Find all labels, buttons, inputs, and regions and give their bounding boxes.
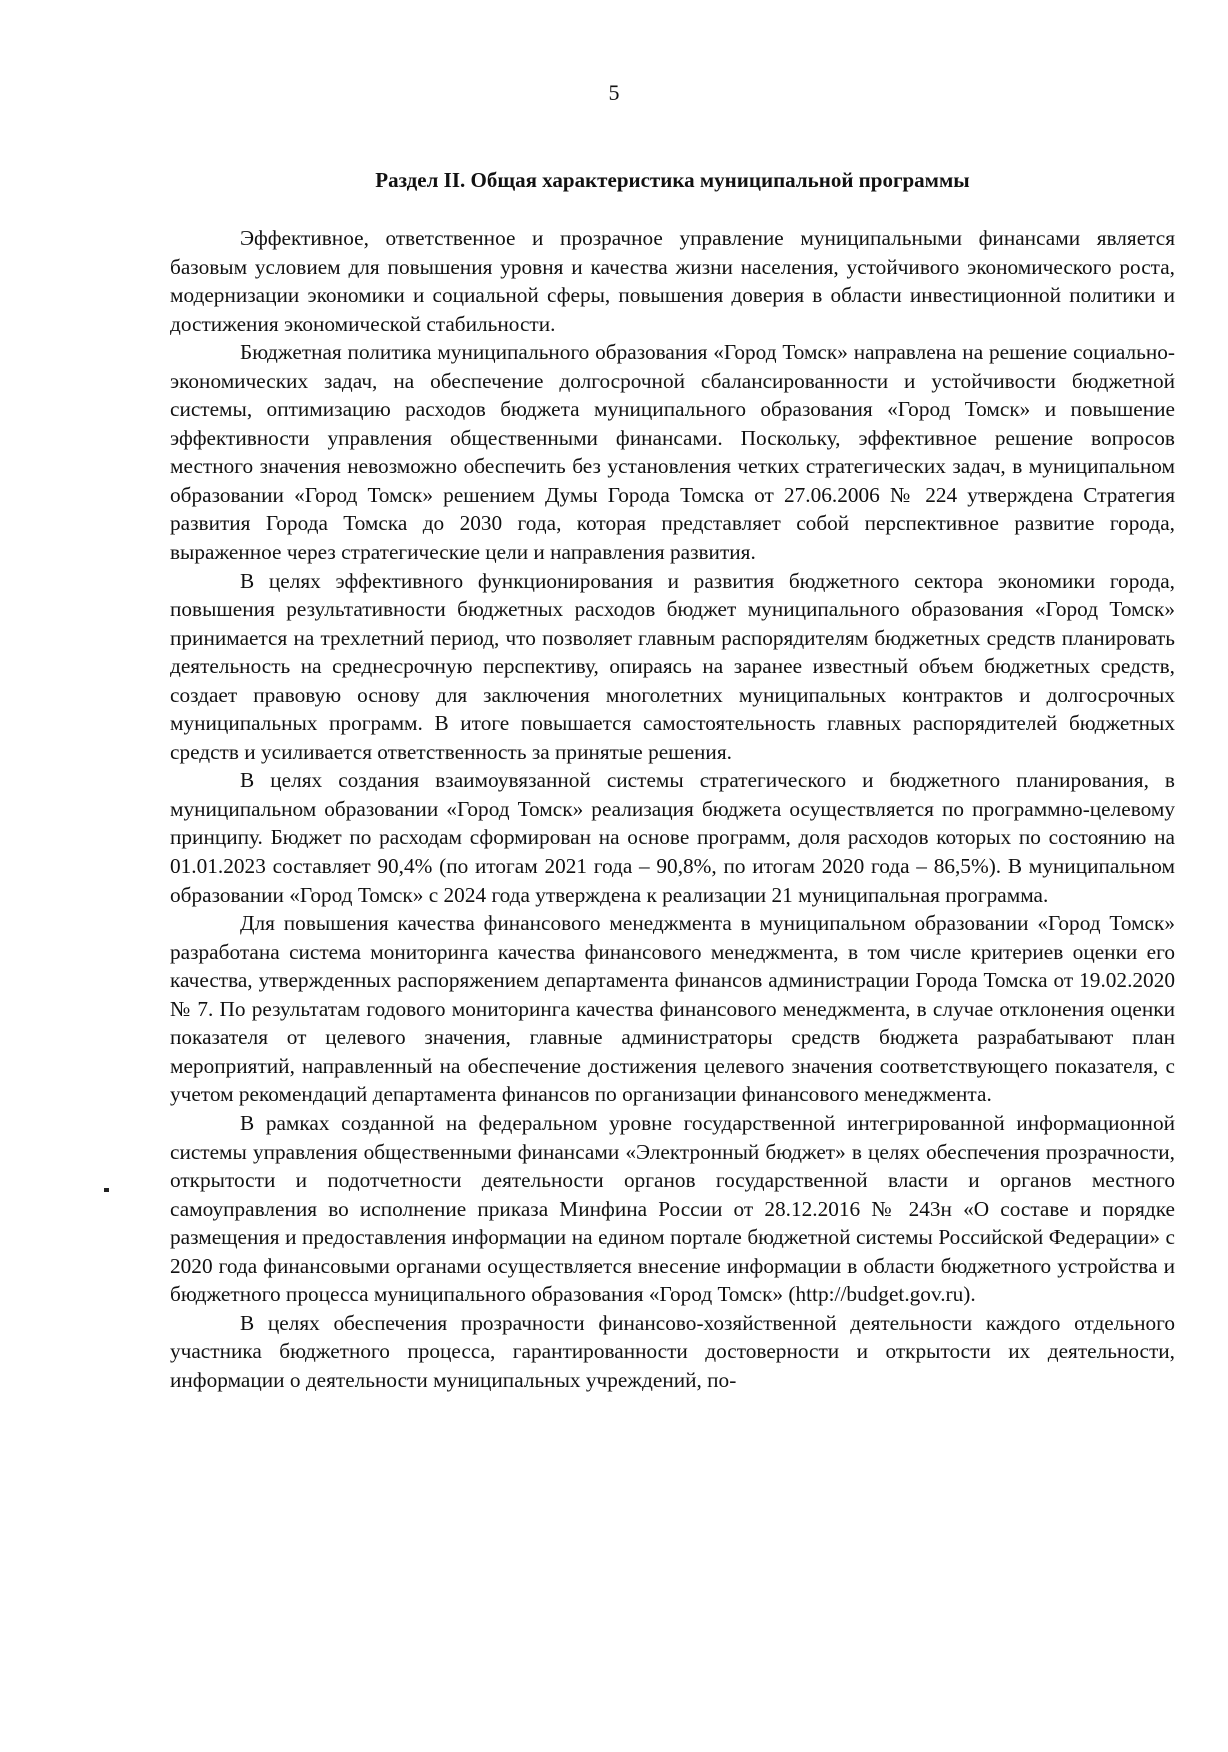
paragraph: В рамках созданной на федеральном уровне государственной интегрированной информационной системы управления общественными финансами «Электронный бюджет» в целях обеспечения прозрачности, открытости и подотчетности деятельности органов государственной власти и органов местного самоуправления во исполнение приказа Минфина России от 28.12.2016 № 243н «О составе и порядке размещения и предоставления информации на едином портале бюджетной системы Российской Федерации» с 2020 года финансовыми органами осуществляется внесение информации в области бюджетного устройства и бюджетного процесса муниципального образования «Город Томск» (http://budget.gov.ru).: [170, 1110, 1175, 1307]
paragraph: Бюджетная политика муниципального образования «Город Томск» направлена на решение социально-экономических задач, на обеспечение долгосрочной сбалансированности и устойчивости бюджетной системы, оптимизацию расходов бюджета муниципального образования «Город Томск» и повышение эффективности управления общественными финансами. Поскольку, эффективное решение вопросов местного значения невозможно обеспечить без установления четких стратегических задач, в муниципальном образовании «Город Томск» решением Думы Города Томска от 27.06.2006 № 224 утверждена Стратегия развития Города Томска до 2030 года, которая представляет собой перспективное развитие города, выраженное через стратегические цели и направления развития.: [170, 340, 1175, 565]
section-title: Раздел II. Общая характеристика муниципальной программы: [375, 168, 970, 192]
paragraph: В целях эффективного функционирования и развития бюджетного сектора экономики города, повышения результативности бюджетных расходов бюджет муниципального образования «Город Томск» принимается на трехлетний период, что позволяет главным распорядителям бюджетных средств планировать деятельность на среднесрочную перспективу, опираясь на заранее известный объем бюджетных средств, создает правовую основу для заключения многолетних муниципальных контрактов и долгосрочных муниципальных программ. В итоге повышается самостоятельность главных распорядителей бюджетных средств и усиливается ответственность за принятые решения.: [170, 568, 1175, 764]
paragraph: Эффективное, ответственное и прозрачное управление муниципальными финансами является базовым условием для повышения уровня и качества жизни населения, устойчивого экономического роста, модернизации экономики и социальной сферы, повышения доверия в области инвестиционной политики и достижения экономической стабильности.: [170, 226, 1175, 336]
paragraph: В целях создания взаимоувязанной системы стратегического и бюджетного планирования, в муниципальном образовании «Город Томск» реализация бюджета осуществляется по программно-целевому принципу. Бюджет по расходам сформирован на основе программ, доля расходов которых по состоянию на 01.01.2023 составляет 90,4% (по итогам 2021 года – 90,8%, по итогам 2020 года – 86,5%). В муниципальном образовании «Город Томск» с 2024 года утверждена к реализации 21 муниципальная программа.: [170, 768, 1175, 907]
scan-speck: [104, 1188, 109, 1192]
paragraph: В целях обеспечения прозрачности финансово-хозяйственной деятельности каждого отдельного участника бюджетного процесса, гарантированности достоверности и открытости их деятельности, информации о деятельности муниципальных учреждений, по-: [170, 1310, 1175, 1392]
document-body: [170, 224, 1175, 1394]
paragraph: Для повышения качества финансового менеджмента в муниципальном образовании «Город Томск» разработана система мониторинга качества финансового менеджмента, в том числе критериев оценки его качества, утвержденных распоряжением департамента финансов администрации Города Томска от 19.02.2020 № 7. По результатам годового мониторинга качества финансового менеджмента, в случае отклонения оценки показателя от целевого значения, главные администраторы средств бюджета разрабатывают план мероприятий, направленный на обеспечение достижения целевого значения соответствующего показателя, с учетом рекомендаций департамента финансов по организации финансового менеджмента.: [170, 911, 1175, 1107]
page-number: 5: [608, 80, 620, 105]
